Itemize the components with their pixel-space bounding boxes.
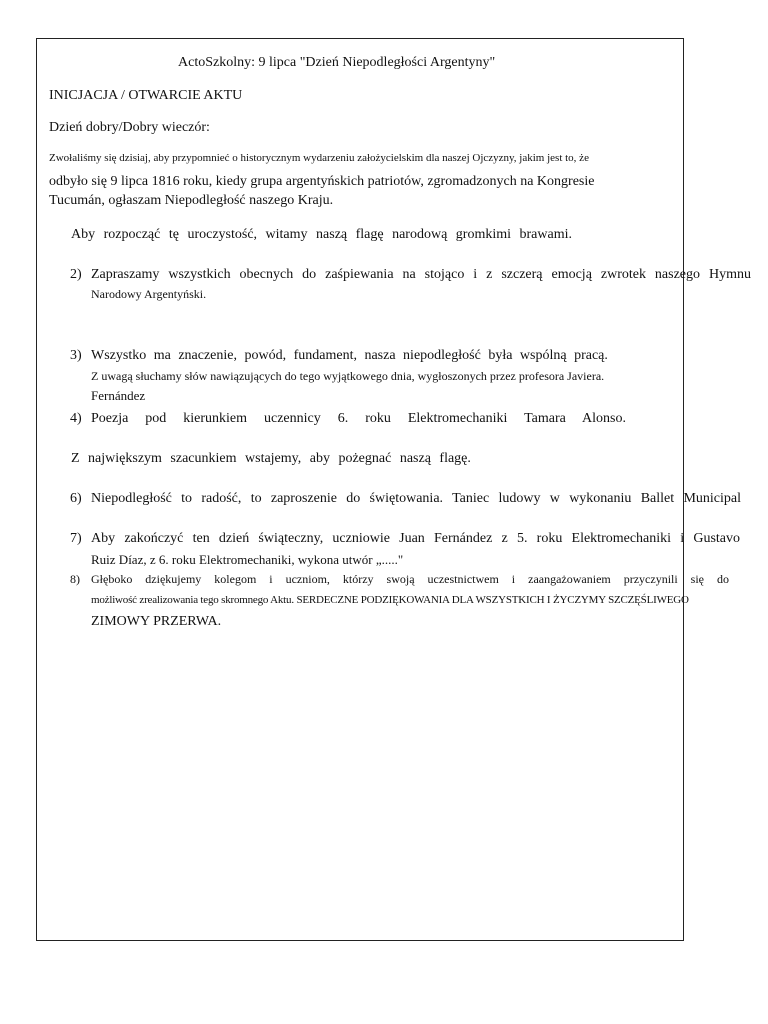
item-6-number: 6) xyxy=(70,491,82,506)
intro-line-1: Zwołaliśmy się dzisiaj, aby przypomnieć o historycznym wydarzeniu założycielskim dla naszej Ojczyzny, jakim jest to, że xyxy=(49,152,589,164)
program-item-5: Z największym szacunkiem wstajemy, aby pożegnać naszą flagę. xyxy=(71,451,471,466)
item-6-line-1: Niepodległość to radość, to zaproszenie do świętowania. Taniec ludowy w wykonaniu Ballet Municipal xyxy=(91,491,741,506)
item-7-number: 7) xyxy=(70,531,82,546)
item-8-line-2: możliwość zrealizowania tego skromnego Aktu. SERDECZNE PODZIĘKOWANIA DLA WSZYSTKICH I ŻYCZYMY SZCZĘŚLIWEGO xyxy=(91,594,689,606)
item-3-line-2: Z uwagą słuchamy słów nawiązujących do tego wyjątkowego dnia, wygłoszonych przez profesora Javiera. xyxy=(91,369,605,383)
item-3-line-1: Wszystko ma znaczenie, powód, fundament, nasza niepodległość była wspólną pracą. xyxy=(91,348,608,363)
item-7-line-1: Aby zakończyć ten dzień świąteczny, uczniowie Juan Fernández z 5. roku Elektromechaniki i Gustavo xyxy=(91,531,740,546)
item-7-line-2: Ruiz Díaz, z 6. roku Elektromechaniki, wykona utwór „....." xyxy=(91,552,404,567)
item-4-number: 4) xyxy=(70,411,82,426)
item-3-number: 3) xyxy=(70,348,82,363)
item-4-line-1: Poezja pod kierunkiem uczennicy 6. roku Elektromechaniki Tamara Alonso. xyxy=(91,411,626,426)
document-title: ActoSzkolny: 9 lipca "Dzień Niepodległości Argentyny" xyxy=(178,55,496,70)
intro-line-2: odbyło się 9 lipca 1816 roku, kiedy grupa argentyńskich patriotów, zgromadzonych na Kongresie xyxy=(49,174,595,189)
item-8-line-1: Głęboko dziękujemy kolegom i uczniom, którzy swoją uczestnictwem i zaangażowaniem przyczynili się do xyxy=(91,572,729,586)
item-8-number: 8) xyxy=(70,572,80,586)
item-2-line-2: Narodowy Argentyński. xyxy=(91,287,207,301)
item-2-number: 2) xyxy=(70,267,82,282)
section-heading: INICJACJA / OTWARCIE AKTU xyxy=(49,88,243,103)
item-2-line-1: Zapraszamy wszystkich obecnych do zaśpiewania na stojąco i z szczerą emocją zwrotek naszego Hymnu xyxy=(91,267,751,282)
item-8-line-3: ZIMOWY PRZERWA. xyxy=(91,614,222,629)
intro-line-3: Tucumán, ogłaszam Niepodległość naszego Kraju. xyxy=(49,193,334,208)
greeting: Dzień dobry/Dobry wieczór: xyxy=(49,120,210,135)
program-item-1: Aby rozpocząć tę uroczystość, witamy naszą flagę narodową gromkimi brawami. xyxy=(71,227,572,242)
item-3-line-3: Fernández xyxy=(91,388,146,403)
